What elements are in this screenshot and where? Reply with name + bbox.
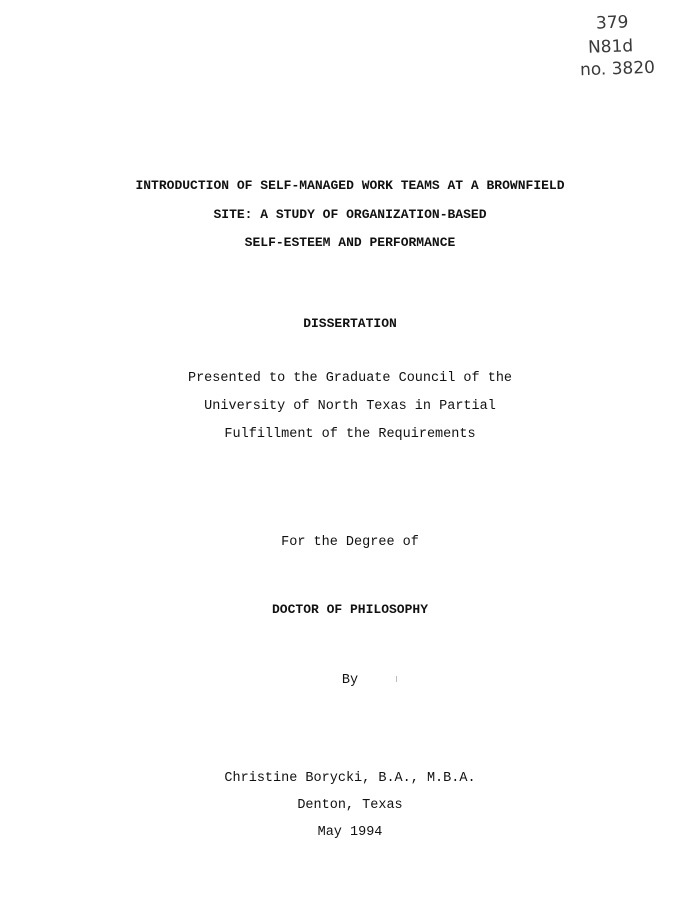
degree-name: DOCTOR OF PHILOSOPHY <box>271 602 429 617</box>
document-type: DISSERTATION <box>303 316 397 331</box>
call-number-line-2: N81d <box>587 36 634 58</box>
stray-mark <box>396 676 397 682</box>
author-name: Christine Borycki, B.A., M.B.A. <box>224 771 476 786</box>
presented-line-1: Presented to the Graduate Council of the <box>187 371 513 386</box>
call-number-line-3: no. 3820 <box>579 57 656 81</box>
title-line-1: INTRODUCTION OF SELF-MANAGED WORK TEAMS AT A BROWNFIELD <box>135 178 565 193</box>
date: May 1994 <box>317 825 383 840</box>
title-line-2: SITE: A STUDY OF ORGANIZATION-BASED <box>213 207 487 222</box>
presented-line-2: University of North Texas in Partial <box>204 399 496 414</box>
presented-line-3: Fulfillment of the Requirements <box>224 427 476 442</box>
location: Denton, Texas <box>297 798 403 813</box>
by-label: By <box>341 673 359 688</box>
title-line-3: SELF-ESTEEM AND PERFORMANCE <box>244 235 456 250</box>
degree-intro: For the Degree of <box>281 535 419 550</box>
call-number-line-1: 379 <box>595 12 629 34</box>
